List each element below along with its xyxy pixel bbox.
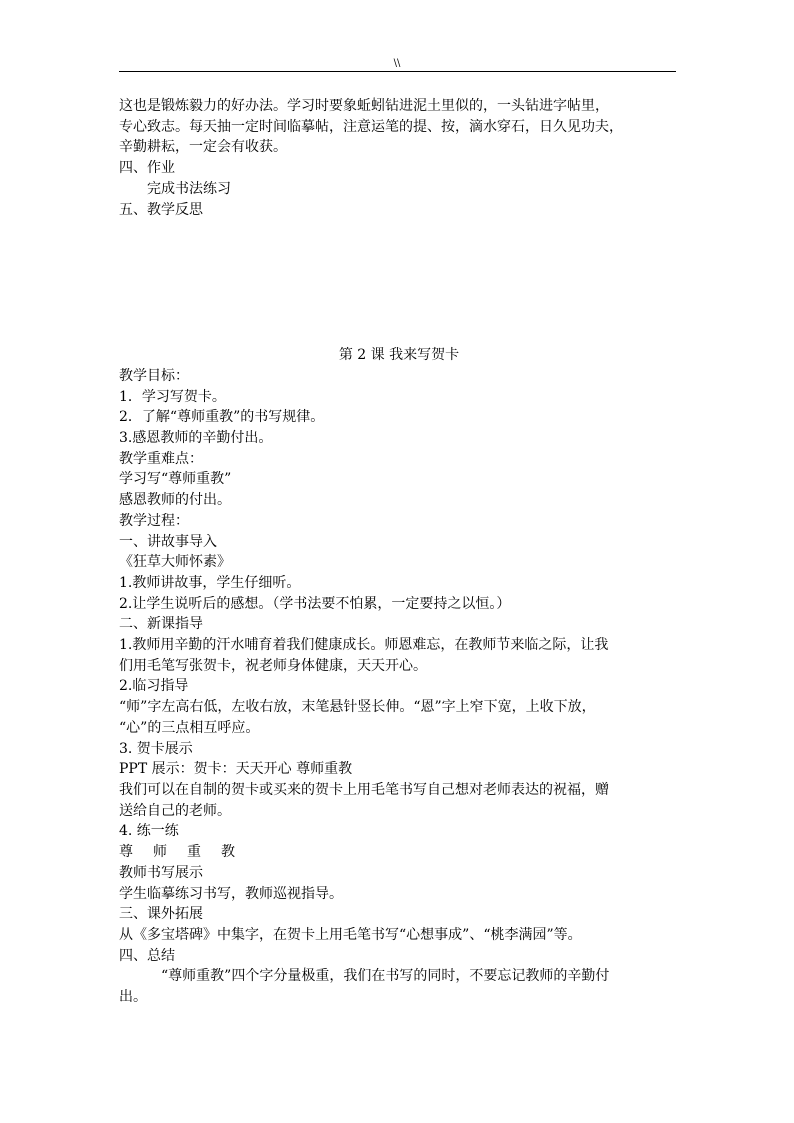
paragraph-line: “师”字左高右低，左收右放，末笔悬针竖长伸。“恩”字上窄下宽，上收下放， <box>119 699 596 716</box>
practice-characters <box>119 842 679 863</box>
key-point: 学习写“尊师重教” <box>119 471 232 488</box>
practice-char: 教 <box>221 844 235 861</box>
blank-space <box>119 220 679 345</box>
goal-item: 2．了解“尊师重教”的书写规律。 <box>119 409 325 426</box>
paragraph-line: 专心致志。每天抽一定时间临摹帖，注意运笔的提、按，滴水穿石，日久见功夫， <box>119 118 623 135</box>
list-item: 2.临习指导 <box>119 678 189 695</box>
header-rule <box>119 71 676 72</box>
list-item: 1.教师讲故事，学生仔细听。 <box>119 574 301 591</box>
list-item: 2.让学生说听后的感想。（学书法要不怕累，一定要持之以恒。） <box>119 595 511 612</box>
paragraph-line: “尊师重教”四个字分量极重，我们在书写的同时，不要忘记教师的辛勤付 <box>161 968 610 985</box>
paragraph-line: 从《多宝塔碑》中集字，在贺卡上用毛笔书写“心想事成”、“桃李满园”等。 <box>119 926 582 943</box>
goal-item: 1．学习写贺卡。 <box>119 388 226 405</box>
demo-line: 教师书写展示 <box>119 864 203 881</box>
paragraph-line: “心”的三点相互呼应。 <box>119 719 260 736</box>
section-heading-summary: 四、总结 <box>119 947 175 964</box>
paragraph-line: 我们可以在自制的贺卡或买来的贺卡上用毛笔书写自己想对老师表达的祝福，赠 <box>119 781 609 798</box>
paragraph-line: 辛勤耕耘，一定会有收获。 <box>119 139 287 156</box>
list-item: 3. 贺卡展示 <box>119 740 193 757</box>
ppt-line: PPT 展示：贺卡：天天开心 尊师重教 <box>119 761 353 778</box>
key-points-label: 教学重难点： <box>119 450 203 467</box>
paragraph-line: 送给自己的老师。 <box>119 802 231 819</box>
paragraph-line: 这也是锻炼毅力的好办法。学习时要象蚯蚓钻进泥土里似的，一头钻进字帖里， <box>119 98 609 114</box>
paragraph-line: 出。 <box>119 989 147 1006</box>
paragraph-line: 们用毛笔写张贺卡，祝老师身体健康，天天开心。 <box>119 657 427 674</box>
goals-label: 教学目标： <box>119 367 189 384</box>
list-item: 4. 练一练 <box>119 823 179 840</box>
practice-char: 重 <box>187 844 201 861</box>
homework-text: 完成书法练习 <box>147 180 231 197</box>
paragraph-line: 1.教师用辛勤的汗水哺育着我们健康成长。师恩难忘，在教师节来临之际，让我 <box>119 637 609 654</box>
story-title: 《狂草大师怀素》 <box>119 554 231 571</box>
section-heading-reflection: 五、教学反思 <box>119 201 203 218</box>
goal-item: 3.感恩教师的辛勤付出。 <box>119 430 273 447</box>
process-label: 教学过程： <box>119 512 189 529</box>
section-heading-guidance: 二、新课指导 <box>119 616 203 633</box>
header-mark: \\ <box>393 58 401 69</box>
practice-line: 学生临摹练习书写，教师巡视指导。 <box>119 885 343 902</box>
lesson-title: 第 2 课 我来写贺卡 <box>338 347 460 364</box>
section-heading-story: 一、讲故事导入 <box>119 533 217 550</box>
practice-char: 尊 <box>119 844 133 861</box>
section-heading-homework: 四、作业 <box>119 160 175 177</box>
document-body <box>119 96 679 1008</box>
practice-char: 师 <box>153 844 167 861</box>
key-point: 感恩教师的付出。 <box>119 492 231 509</box>
section-heading-extension: 三、课外拓展 <box>119 906 203 923</box>
